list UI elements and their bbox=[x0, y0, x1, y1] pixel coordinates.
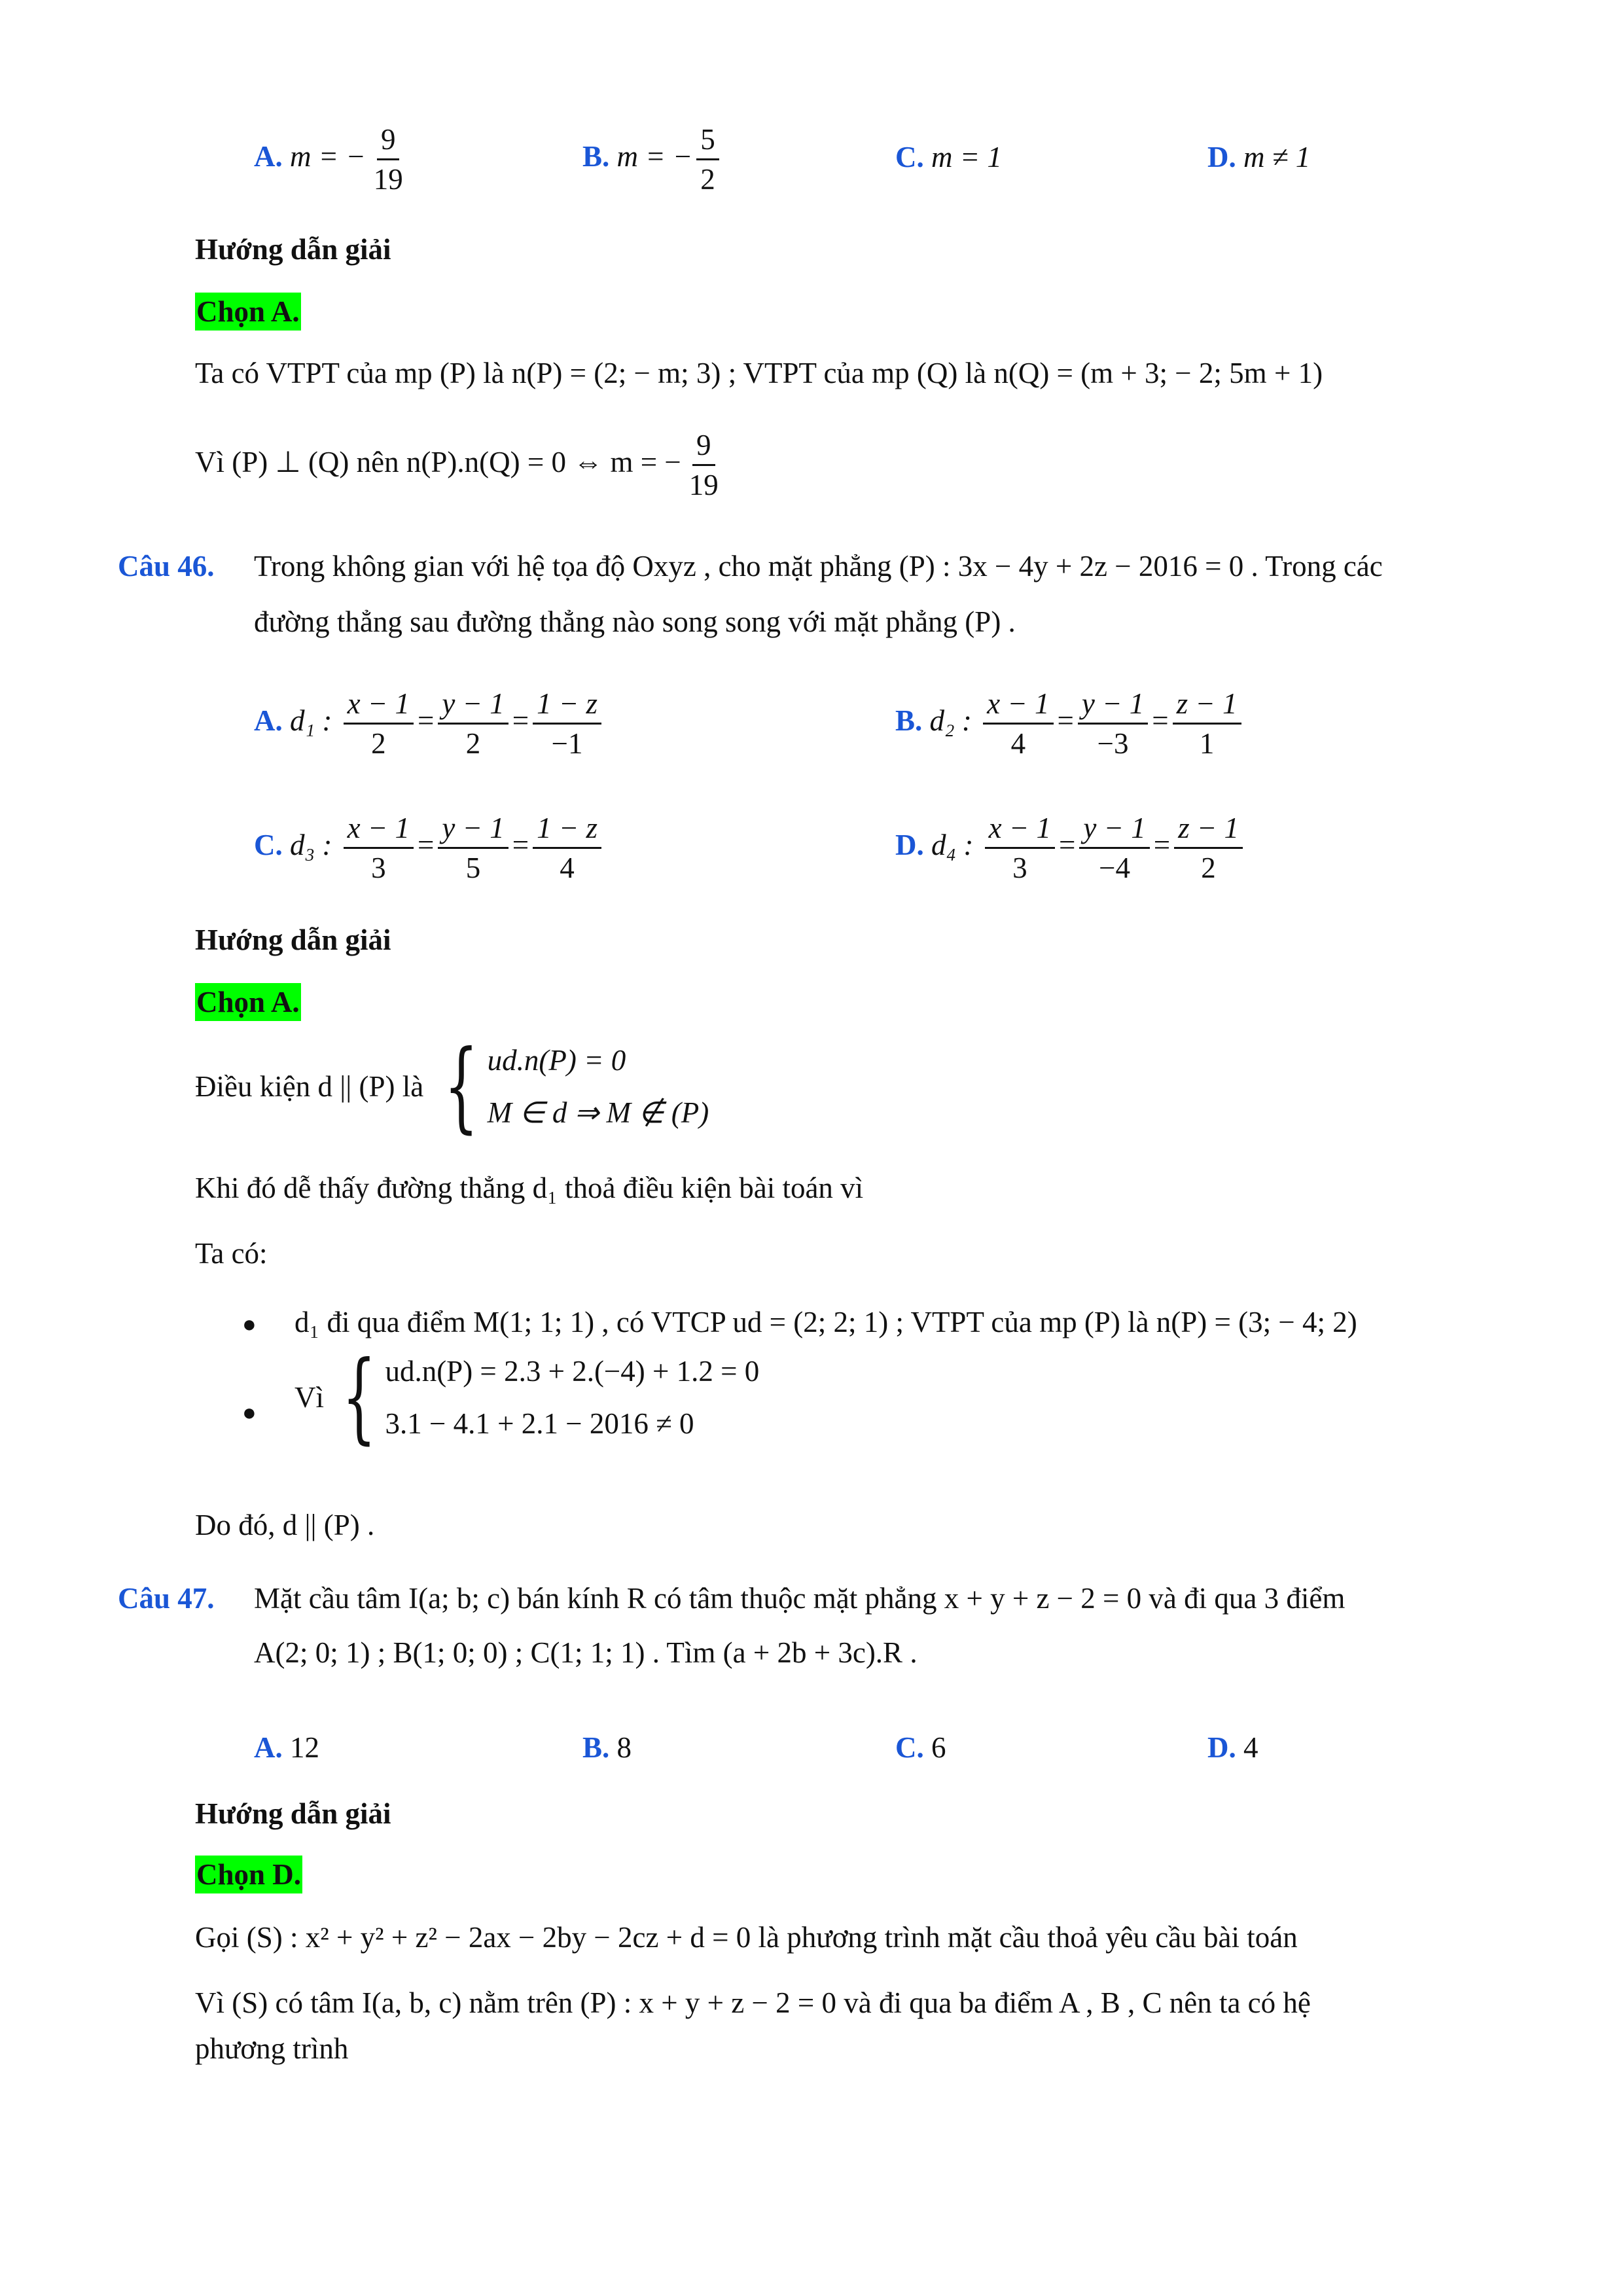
q46-line2: đường thẳng sau đường thẳng nào song song với mặt phẳng (P) . bbox=[254, 605, 1016, 638]
q46-bullet2: Vì { ud.n(P) = 2.3 + 2.(−4) + 1.2 = 0 3.1 − 4.1 + 2.1 − 2016 ≠ 0 bbox=[294, 1340, 760, 1454]
q46-label: Câu 46. bbox=[118, 550, 215, 583]
q47-option-d: D. 4 bbox=[1207, 1731, 1258, 1764]
q45-answer: Chọn A. bbox=[195, 293, 301, 331]
q47-line5: phương trình bbox=[195, 2032, 349, 2065]
fraction: $\frac{9}{19}$ bbox=[373, 123, 403, 196]
q47-option-a: A. 12 bbox=[254, 1731, 319, 1764]
q47-line4: Vì (S) có tâm I(a, b, c) nằm trên (P) : x + y + z − 2 = 0 và đi qua ba điểm A , B , C nên ta có hệ bbox=[195, 1986, 1311, 2019]
q45-guide-heading: Hướng dẫn giải bbox=[195, 233, 391, 266]
q47-option-c: C. 6 bbox=[895, 1731, 946, 1764]
q45-option-b: B. m = − $\frac{5}{2}$ bbox=[582, 123, 723, 196]
q45-option-c: C. m = 1 bbox=[895, 141, 1002, 173]
q45-option-d: D. m ≠ 1 bbox=[1207, 141, 1311, 173]
q46-ta-co: Ta có: bbox=[195, 1237, 268, 1270]
q46-answer: Chọn A. bbox=[195, 983, 301, 1021]
q45-line1: Ta có VTPT của mp (P) là n(P) = (2; − m; 3) ; VTPT của mp (Q) là n(Q) = (m + 3; − 2; 5m + 1) bbox=[195, 357, 1323, 389]
q47-line2: A(2; 0; 1) ; B(1; 0; 0) ; C(1; 1; 1) . Tìm (a + 2b + 3c).R . bbox=[254, 1636, 918, 1669]
bullet-icon: ● bbox=[242, 1399, 257, 1426]
q47-line1: Mặt cầu tâm I(a; b; c) bán kính R có tâm thuộc mặt phẳng x + y + z − 2 = 0 và đi qua 3 điểm bbox=[254, 1582, 1346, 1615]
q46-line1: Trong không gian với hệ tọa độ Oxyz , cho mặt phẳng (P) : 3x − 4y + 2z − 2016 = 0 . Trong các bbox=[254, 550, 1383, 583]
q47-answer: Chọn D. bbox=[195, 1856, 302, 1893]
q46-condition: Điều kiện d || (P) là { ud.n(P) = 0 M ∈ d ⇒ M ∉ (P) bbox=[195, 1030, 709, 1143]
q47-label: Câu 47. bbox=[118, 1582, 215, 1615]
q46-option-d: D. d₄ : $\frac{x - 1}{3}$ = $\frac{y - 1}{-4}$ = $\frac{z - 1}{2}$ bbox=[895, 812, 1247, 884]
q46-then-line: Khi đó dễ thấy đường thẳng d₁ thoả điều kiện bài toán vì bbox=[195, 1172, 864, 1204]
fraction: $\frac{5}{2}$ bbox=[696, 123, 719, 196]
q46-option-a: A. d₁ : $\frac{x - 1}{2}$ = $\frac{y - 1}{2}$ = $\frac{1 - z}{-1}$ bbox=[254, 687, 605, 760]
q47-option-b: B. 8 bbox=[582, 1731, 632, 1764]
q47-line3: Gọi (S) : x² + y² + z² − 2ax − 2by − 2cz + d = 0 là phương trình mặt cầu thoả yêu cầu bài toán bbox=[195, 1921, 1298, 1954]
q47-guide-heading: Hướng dẫn giải bbox=[195, 1797, 391, 1830]
q46-option-c: C. d₃ : $\frac{x - 1}{3}$ = $\frac{y - 1}{5}$ = $\frac{1 - z}{4}$ bbox=[254, 812, 605, 884]
fraction: $\frac{9}{19}$ bbox=[688, 429, 719, 501]
bullet-icon: ● bbox=[242, 1311, 257, 1337]
q45-line2: Vì (P) ⊥ (Q) nên n(P).n(Q) = 0 ⇔ m = − $\frac{9}{19}$ bbox=[195, 429, 726, 501]
q45-option-a: A. m = − $\frac{9}{19}$ bbox=[254, 123, 411, 196]
q46-conclusion: Do đó, d || (P) . bbox=[195, 1509, 375, 1541]
q46-option-b: B. d₂ : $\frac{x - 1}{4}$ = $\frac{y - 1}{-3}$ = $\frac{z - 1}{1}$ bbox=[895, 687, 1245, 760]
q46-guide-heading: Hướng dẫn giải bbox=[195, 924, 391, 956]
q46-bullet1: d₁ đi qua điểm M(1; 1; 1) , có VTCP ud = (2; 2; 1) ; VTPT của mp (P) là n(P) = (3; − 4; 2) bbox=[294, 1306, 1357, 1338]
